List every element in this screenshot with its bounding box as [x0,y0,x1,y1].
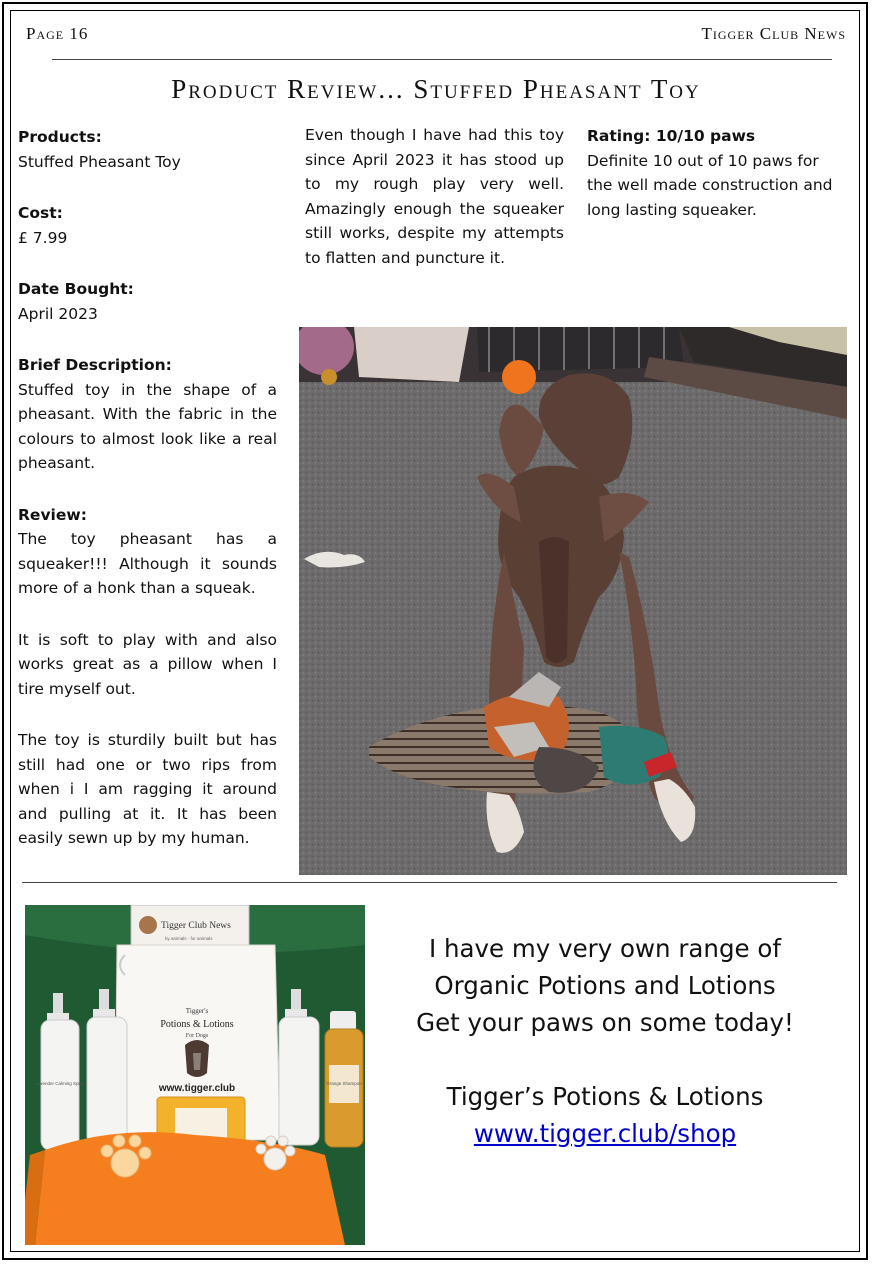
rating-text: Definite 10 out of 10 paws for the well made construction and long lasting squeaker. [587,151,833,219]
advert-line-1: I have my very own range of [429,934,781,963]
shop-advert [390,930,820,1152]
newsletter-name: Tigger Club News [701,24,846,43]
bag-url: www.tigger.club [158,1083,236,1094]
description-text: Stuffed toy in the shape of a pheasant. With the fabric in the colours to almost look like a real pheasant. [18,380,277,472]
products-label: Products: [18,128,102,146]
review-block [18,503,277,851]
leaflet-subtitle: by animals · for animals [165,936,213,941]
rating-column [587,124,846,222]
review-paragraph-3: The toy is sturdily built but has still had one or two rips from when i I am ragging it around and pulling at it. It has been easily sewn up by my human. [18,731,277,847]
cost-label: Cost: [18,204,63,222]
products-block [18,125,277,174]
dog-with-pheasant-photo [299,327,847,875]
product-details-column [18,125,277,851]
bottle-1-label: Lavender Calming Spray [35,1081,85,1086]
products-value: Stuffed Pheasant Toy [18,152,181,171]
header-rule [52,59,832,60]
bottle-4-label: Orange Shampoo [326,1081,362,1086]
review-intro-text: Even though I have had this toy since April 2023 it has stood up to my rough play very well. Amazingly enough the squeaker still works, despite my attempts to flatten and puncture it. [305,126,564,267]
shop-link[interactable]: www.tigger.club/shop [473,1119,737,1148]
description-block [18,353,277,476]
date-block [18,277,277,326]
advert-line-2: Organic Potions and Lotions [434,971,776,1000]
potions-lotions-product-photo [25,905,365,1245]
cost-block [18,201,277,250]
bag-line-2: Potions & Lotions [160,1019,234,1030]
rating-label: Rating: 10/10 paws [587,127,756,145]
review-label: Review: [18,505,87,524]
leaflet-title: Tigger Club News [161,921,231,931]
date-value: April 2023 [18,304,98,323]
section-rule [22,882,837,883]
review-paragraph-1: The toy pheasant has a squeaker!!! Although it sounds more of a honk than a squeak. [18,530,277,597]
advert-line-4: Tigger’s Potions & Lotions [446,1082,764,1111]
bag-line-3: For Dogs [185,1033,209,1039]
review-paragraph-2: It is soft to play with and also works great as a pillow when I tire myself out. [18,630,277,698]
cost-value: £ 7.99 [18,228,68,247]
advert-line-3: Get your paws on some today! [416,1008,794,1037]
bag-line-1: Tigger's [185,1007,209,1015]
page-number: Page 16 [26,24,89,43]
description-label: Brief Description: [18,356,172,374]
date-label: Date Bought: [18,280,134,298]
page-title: Product Review... Stuffed Pheasant Toy [171,74,701,104]
